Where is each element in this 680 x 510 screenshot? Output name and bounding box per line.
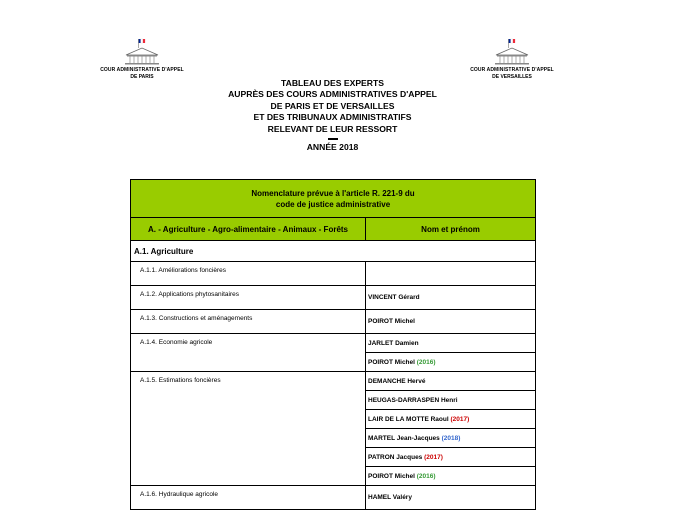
title-line: ET DES TRIBUNAUX ADMINISTRATIFS <box>253 112 412 123</box>
table-row <box>131 486 536 510</box>
table-header-row <box>131 180 536 218</box>
section-title: A.1. Agriculture <box>131 241 536 262</box>
divider <box>328 138 338 140</box>
expert-name: DEMANCHE Hervé <box>366 372 536 391</box>
expert-name: JARLET Damien <box>366 334 536 353</box>
expert-name: LAIR DE LA MOTTE Raoul (2017) <box>366 410 536 429</box>
table-row <box>131 286 536 310</box>
logo-caption-line2: DE PARIS <box>130 74 154 80</box>
expert-name: MARTEL Jean-Jacques (2018) <box>366 429 536 448</box>
expert-name: HAMEL Valéry <box>366 486 536 510</box>
title-line: TABLEAU DES EXPERTS <box>281 78 384 88</box>
expert-name: POIROT Michel (2016) <box>366 467 536 486</box>
year-badge: (2016) <box>416 358 436 366</box>
year-label: ANNÉE 2018 <box>306 142 359 153</box>
nomenclature-line1: Nomenclature prévue à l'article R. 221-9 du <box>251 188 415 198</box>
nomenclature-line2: code de justice administrative <box>275 199 391 209</box>
subcategory-label: A.1.4. Economie agricole <box>131 334 366 372</box>
logo-caption-line1: COUR ADMINISTRATIVE D'APPEL <box>100 67 184 73</box>
table-row <box>131 310 536 334</box>
year-badge: (2017) <box>424 453 443 461</box>
name-column-header: Nom et prénom <box>366 218 536 241</box>
subcategory-label: A.1.5. Estimations foncières <box>131 372 366 486</box>
expert-name <box>366 262 536 286</box>
subcategory-label: A.1.2. Applications phytosanitaires <box>131 286 366 310</box>
year-badge: (2017) <box>450 415 470 423</box>
category-header: A. - Agriculture - Agro-alimentaire - Animaux - Forêts <box>131 218 366 241</box>
title-line: DE PARIS ET DE VERSAILLES <box>270 100 395 111</box>
document-title <box>200 78 465 153</box>
subcategory-label: A.1.3. Constructions et aménagements <box>131 310 366 334</box>
subcategory-label: A.1.1. Améliorations foncières <box>131 262 366 286</box>
table-row <box>131 262 536 286</box>
expert-name: POIROT Michel <box>366 310 536 334</box>
logo-paris <box>94 37 190 80</box>
expert-name: HEUGAS-DARRASPEN Henri <box>366 391 536 410</box>
expert-name: PATRON Jacques (2017) <box>366 448 536 467</box>
year-badge: (2018) <box>441 434 461 442</box>
nomenclature-header <box>131 180 536 218</box>
logo-caption-line2: DE VERSAILLES <box>492 74 532 80</box>
title-line: AUPRÈS DES COURS ADMINISTRATIVES D'APPEL <box>228 89 437 100</box>
experts-table <box>130 179 536 510</box>
table-row <box>131 372 536 391</box>
expert-name: VINCENT Gérard <box>366 286 536 310</box>
courthouse-icon <box>492 37 532 67</box>
table-header-row <box>131 218 536 241</box>
courthouse-icon <box>122 37 162 67</box>
table-row <box>131 334 536 353</box>
subcategory-label: A.1.6. Hydraulique agricole <box>131 486 366 510</box>
logo-versailles <box>452 37 572 80</box>
logo-caption-line1: COUR ADMINISTRATIVE D'APPEL <box>470 67 554 73</box>
title-line: RELEVANT DE LEUR RESSORT <box>267 123 398 134</box>
year-badge: (2016) <box>416 472 436 480</box>
section-row <box>131 241 536 262</box>
expert-name: POIROT Michel (2016) <box>366 353 536 372</box>
